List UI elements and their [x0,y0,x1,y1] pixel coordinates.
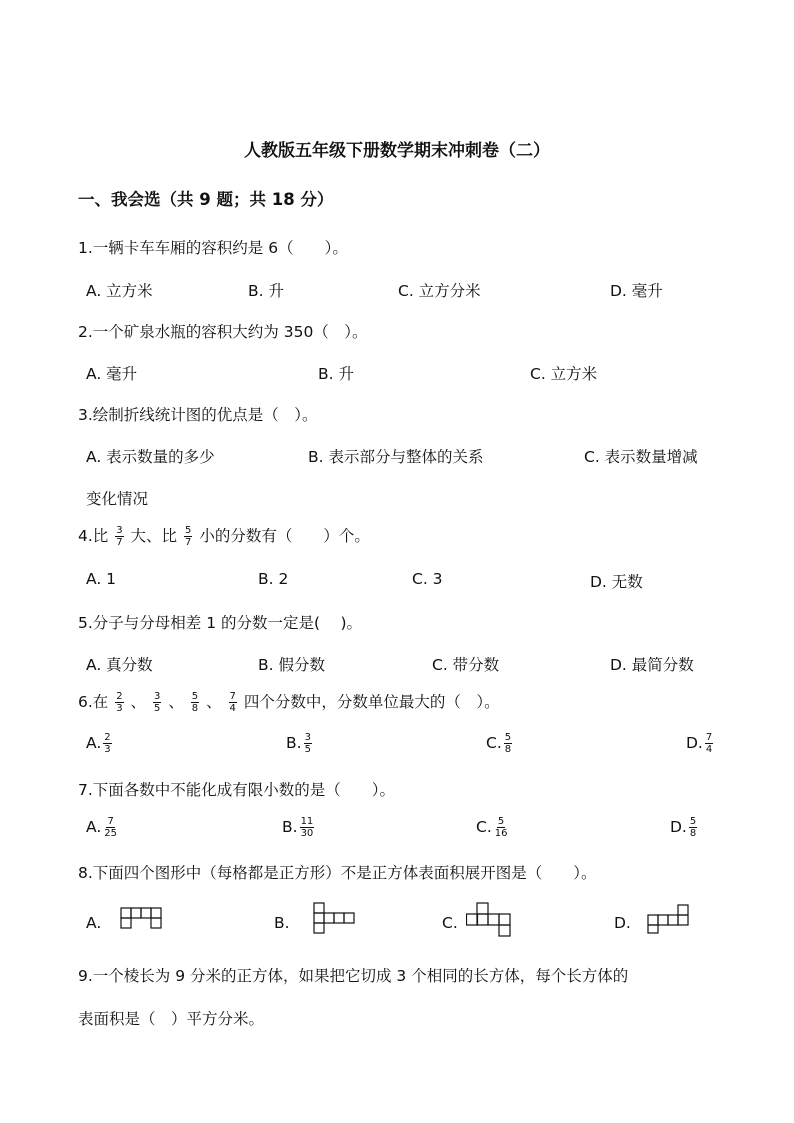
question-7: 7.下面各数中不能化成有限小数的是（ ）。 [78,781,396,799]
q2-option-b[interactable]: B. 升 [318,365,354,383]
q8-option-a[interactable]: A. [86,914,102,932]
cube-net-d-icon [647,904,691,934]
q7-option-a[interactable]: A. $\frac{7}{25}$ [86,816,117,839]
fraction: $\frac{5}{8}$ [191,691,199,714]
fraction: $\frac{3}{5}$ [154,691,161,714]
question-4: 4.比 $\frac{3}{7}$ 大、比 $\frac{5}{7}$ 小的分数有（ ）个。 [78,525,370,548]
q1-option-b[interactable]: B. 升 [248,282,284,300]
fraction: $\frac{5}{7}$ [185,525,192,548]
q8-option-b[interactable]: B. [274,914,290,932]
question-1: 1.一辆卡车车厢的容积约是 6（ ）。 [78,239,348,257]
q2-option-c[interactable]: C. 立方米 [530,365,598,383]
q1-option-d[interactable]: D. 毫升 [610,282,663,300]
q3-option-c[interactable]: C. 表示数量增减 [584,448,698,466]
fraction: $\frac{3}{7}$ [116,525,123,548]
q5-option-a[interactable]: A. 真分数 [86,656,153,674]
q4-option-a[interactable]: A. 1 [86,570,117,588]
q5-option-c[interactable]: C. 带分数 [432,656,500,674]
q2-option-a[interactable]: A. 毫升 [86,365,138,383]
q3-option-a[interactable]: A. 表示数量的多少 [86,448,215,466]
question-3: 3.绘制折线统计图的优点是（ ）。 [78,406,318,424]
q5-option-d[interactable]: D. 最简分数 [610,656,694,674]
question-8: 8.下面四个图形中（每格都是正方形）不是正方体表面积展开图是（ ）。 [78,864,597,882]
q6-option-b[interactable]: B. $\frac{3}{5}$ [286,732,311,755]
q6-option-a[interactable]: A. $\frac{2}{3}$ [86,732,111,755]
q4-option-c[interactable]: C. 3 [412,570,443,588]
q7-option-b[interactable]: B. $\frac{11}{30}$ [282,816,314,839]
section-heading: 一、我会选（共 9 题；共 18 分） [78,190,334,209]
q5-option-b[interactable]: B. 假分数 [258,656,325,674]
question-5: 5.分子与分母相差 1 的分数一定是( )。 [78,614,363,632]
q7-option-c[interactable]: C. $\frac{5}{16}$ [476,816,508,839]
q4-option-d[interactable]: D. 无数 [590,573,643,591]
cube-net-b-icon [313,902,357,936]
question-2: 2.一个矿泉水瓶的容积大约为 350（ ）。 [78,323,368,341]
q3-option-c-continuation: 变化情况 [86,490,149,508]
q4-option-b[interactable]: B. 2 [258,570,289,588]
q6-option-c[interactable]: C. $\frac{5}{8}$ [486,732,512,755]
q3-option-b[interactable]: B. 表示部分与整体的关系 [308,448,484,466]
q8-option-d[interactable]: D. [614,914,631,932]
q8-option-c[interactable]: C. [442,914,458,932]
q1-option-c[interactable]: C. 立方分米 [398,282,481,300]
cube-net-c-icon [466,902,516,938]
q6-option-d[interactable]: D. $\frac{7}{4}$ [686,732,713,755]
question-9-line-2: 表面积是（ ）平方分米。 [78,1010,265,1028]
fraction: $\frac{7}{4}$ [229,691,236,714]
cube-net-a-icon [120,907,164,931]
question-9-line-1: 9.一个棱长为 9 分米的正方体，如果把它切成 3 个相同的长方体，每个长方体的 [78,967,629,985]
question-6: 6.在 $\frac{2}{3}$ 、 $\frac{3}{5}$ 、 $\frac{5}{8}$ 、 $\frac{7}{4}$ 四个分数中，分数单位最大的（ ）。 [78,691,500,714]
page-title: 人教版五年级下册数学期末冲刺卷（二） [244,141,550,161]
fraction: $\frac{2}{3}$ [116,691,123,714]
q1-option-a[interactable]: A. 立方米 [86,282,153,300]
q7-option-d[interactable]: D. $\frac{5}{8}$ [670,816,697,839]
